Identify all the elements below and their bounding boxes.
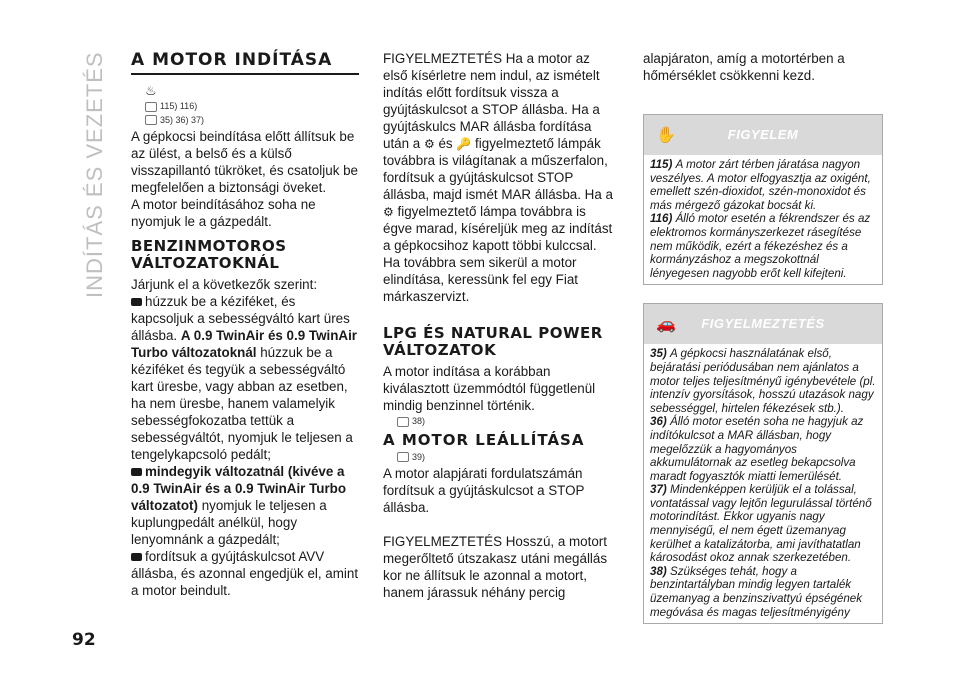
warning-box-label: FIGYELEM <box>727 127 799 142</box>
subheading-lpg: LPG ÉS NATURAL POWER VÁLTOZATOK <box>383 324 603 359</box>
paragraph: FIGYELMEZTETÉS Hosszú, a motort megerőltető útszakasz utáni megállás​kor ne állítsuk le azonnal a motort, hanem járassuk néhány percig <box>383 534 608 601</box>
paragraph: A gépkocsi beindítása előtt állítsuk be az ülést, a belső és a külső visszapillantó tükröket, és csatoljuk be megfelelően a biztonsági öveket. <box>131 129 359 196</box>
refs-caution: 35) 36) 37) <box>145 115 359 126</box>
column-1 <box>131 50 359 599</box>
bullet-item: húzzuk be a kéziféket, és kapcsoljuk a sebességváltó kart üres állásba. A 0.9 TwinAir és 0.9 TwinAir Turbo változatoknál húzzuk be a kéziféket és tegyük a sebességváltó kart üresbe, vagy abban az esetben, ha nem üresbe, hanem valamelyik sebességfokozatba tettük a sebességváltót, nyomjuk le teljesen a tengelykapcsoló pedált; <box>131 294 357 463</box>
note-number: 37) <box>650 483 670 497</box>
hand-warning-icon: ✋ <box>656 127 676 144</box>
note-item <box>650 347 876 415</box>
column-2 <box>383 50 615 601</box>
warning-box-header <box>644 115 882 155</box>
paragraph: A motor beindításához soha ne nyomjuk le a gázpedált. <box>131 197 316 230</box>
bullet-icon <box>131 553 142 561</box>
paragraph-warning-start: FIGYELMEZTETÉS Ha a motor az első kísérletre nem indul, az ismételt indítás előtt fordítsuk vissza a gyújtáskulcsot a STOP állásba. Ha a gyújtáskulcs MAR állásba fordítása után a ⚙ és 🔑 figyelmeztető lámpák továbbra is világítanak a műszerfalon, fordítsuk a gyújtáskulcsot STOP állásba, majd ismét MAR állásba. Ha a ⚙ figyelmeztető lámpa továbbra is égve marad, kíséreljük meg az indítást a gépkocsihoz kapott többi kulccsal. Ha továbbra sem sikerül a motor elindítása, keressünk fel egy Fiat márkaszervizt. <box>383 51 613 304</box>
immobilizer-icon: 🔑 <box>456 137 472 152</box>
refs-warning: 115) 116) <box>145 101 359 112</box>
engine-check-icon: ⚙ <box>383 205 394 220</box>
section-title: A MOTOR INDÍTÁSA <box>131 50 359 75</box>
note-text: Álló motor esetén a fékrendszer és az elektromos kormányszerkezet rásegítése nem működik, ezért a fékezéshez és a kormányzáshoz a megszokottnál lényegesen nagyobb erőt kell kifejteni. <box>650 212 871 280</box>
warning-box-body <box>644 155 882 284</box>
caution-box-body <box>644 344 882 623</box>
section-side-title <box>78 30 108 310</box>
note-number: 36) <box>650 415 670 429</box>
refs-lpg: 38) <box>397 416 615 427</box>
caution-ref-icon <box>397 417 409 427</box>
side-title-text: INDÍTÁS ÉS VEZETÉS <box>82 51 107 298</box>
note-text: Szükséges tehát, hogy a benzintartályban mindig legyen tartalék üzemanyag a benzinszivattyú épségének megóvása és magas teljesítményigény <box>650 564 863 619</box>
caution-box-label: FIGYELMEZTETÉS <box>701 316 825 332</box>
column-3 <box>643 50 881 624</box>
note-number: 35) <box>650 347 670 361</box>
page-number: 92 <box>72 630 96 650</box>
paragraph: alapjáraton, amíg a motortérben a hőmérséklet csökkenni kezd. <box>643 51 845 83</box>
car-caution-icon: 🚗 <box>656 316 676 334</box>
note-number: 38) <box>650 564 670 578</box>
note-item <box>650 212 876 280</box>
note-number: 115) <box>650 158 676 171</box>
bullet-item: fordítsuk a gyújtáskulcsot AVV állásba, és azonnal engedjük el, amint a motor beindult. <box>131 549 359 599</box>
section-title-stop: A MOTOR LEÁLLÍTÁSA <box>383 430 585 449</box>
note-item <box>650 483 876 565</box>
bullet-icon <box>131 298 142 306</box>
paragraph: Járjunk el a következők szerint: <box>131 277 318 293</box>
paragraph: A motor indítása a korábban kiválasztott üzemmódtól függetlenül mindig benzinnel történik. <box>383 364 596 413</box>
bullet-icon <box>131 468 142 476</box>
note-text: A gépkocsi használatának első, bejáratási periódusában nem ajánlatos a motor teljes teljesítményű igénybevétele (pl. intenzív gyorsítások, hosszú utazások nagy sebességgel, hirtelen fékezések stb.). <box>650 347 876 415</box>
warning-ref-icon <box>145 102 157 112</box>
note-item <box>650 158 876 212</box>
note-item <box>650 565 876 619</box>
note-number: 116) <box>650 212 676 226</box>
paragraph: A motor alapjárati fordulatszámán fordítsuk a gyújtáskulcsot a STOP állásba. <box>383 466 585 516</box>
caution-box <box>643 303 883 624</box>
note-item <box>650 415 876 483</box>
note-text: Álló motor esetén soha ne hagyjuk az indítókulcsot a MAR állásban, hogy megelőzzük a hagyományos akkumulátornak az esetleg bekapcsolva maradt fogyasztók miatti lemerülését. <box>650 415 864 483</box>
warning-box <box>643 114 883 285</box>
bullet-item: mindegyik változatnál (kivéve a 0.9 TwinAir és a 0.9 TwinAir Turbo változatot) nyomjuk le teljesen a kuplungpedált anélkül, hogy lenyomnánk a gázpedált; <box>131 464 347 548</box>
caution-ref-icon <box>397 452 409 462</box>
note-text: Mindenképpen kerüljük el a tolással, vontatással vagy lejtőn legurulással történő motorindítást. Ekkor ugyanis nagy mennyiségű, el nem égett üzemanyag kerülhet a katalizátorba, ami javíthatatlan károsodást okoz annak szerkezetében. <box>650 483 872 565</box>
note-text: A motor zárt térben járatása nagyon veszélyes. A motor elfogyasztja az oxigént, emellett szén-dioxidot, szén-monoxidot és más mérgező gázokat bocsát ki. <box>650 158 871 212</box>
refs-stop: 39) <box>397 452 615 463</box>
eco-icon: ♨ <box>145 83 157 98</box>
caution-box-header <box>644 304 882 344</box>
caution-ref-icon <box>145 115 157 125</box>
engine-check-icon: ⚙ <box>423 137 435 152</box>
subheading-benzin: BENZINMOTOROS VÁLTOZATOKNÁL <box>131 237 287 273</box>
